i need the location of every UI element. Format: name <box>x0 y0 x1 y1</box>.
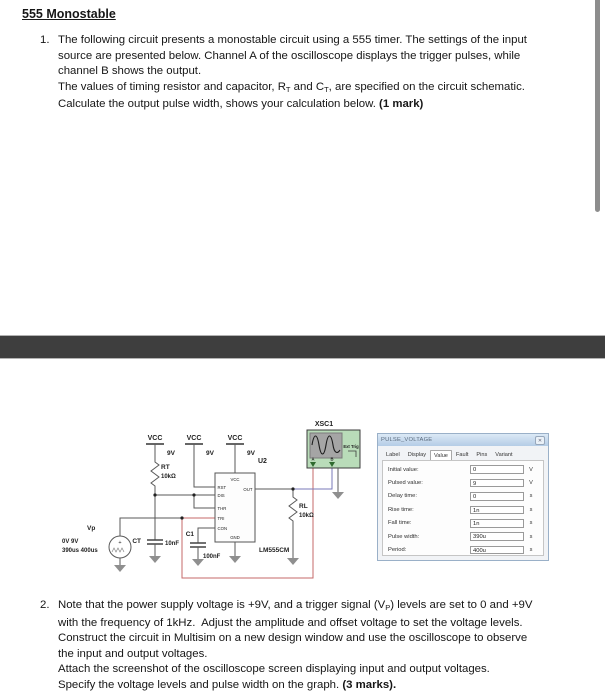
rl-resistor <box>289 489 297 558</box>
vcc-label: VCC <box>186 435 202 442</box>
pulsed-value-input[interactable]: 9 <box>470 479 524 488</box>
vcc-voltage: 9V <box>247 450 255 457</box>
ext-trig-label: Ext Trig <box>343 444 359 449</box>
rt-label: RT <box>161 464 170 471</box>
text-line: Attach the screenshot of the oscilloscope screen displaying input and output voltages. <box>58 663 490 676</box>
pin-tri: TRI <box>217 516 225 521</box>
field-row <box>383 463 543 476</box>
text-line: Specify the voltage levels and pulse width on the graph. (3 marks). <box>58 678 397 691</box>
list-number-2: 2. <box>40 599 50 611</box>
pin-thr: THR <box>217 506 227 511</box>
field-unit: s <box>529 533 533 540</box>
text-line: source are presented below. Channel A of the oscilloscope displays the trigger pulses, while <box>58 49 521 62</box>
tab-label[interactable]: Label <box>386 452 400 458</box>
ground-symbol <box>229 556 241 563</box>
ct-capacitor <box>147 540 163 544</box>
vcc-voltage: 9V <box>167 450 175 457</box>
c1-capacitor <box>190 543 206 547</box>
vcc-symbol-3 <box>226 435 256 457</box>
field-label: Initial value: <box>388 466 419 473</box>
period-input[interactable]: 400u <box>470 546 524 555</box>
field-label: Fall time: <box>388 520 412 527</box>
field-row <box>383 517 543 530</box>
dialog-tabs <box>382 449 544 460</box>
text-line: The following circuit presents a monostable circuit using a 555 timer. The settings of the input <box>58 34 527 46</box>
rise-time-input[interactable]: 1n <box>470 506 524 515</box>
rt-value: 10kΩ <box>161 474 176 480</box>
ground-symbol <box>287 558 299 565</box>
field-unit: V <box>529 480 533 487</box>
wire-thr <box>194 495 215 508</box>
field-label: Pulse width: <box>388 533 420 540</box>
tab-variant[interactable]: Variant <box>495 452 513 458</box>
rl-value: 10kΩ <box>299 513 314 519</box>
scope-terminal-a-label: A <box>311 456 315 462</box>
field-unit: s <box>529 520 533 527</box>
vcc-label: VCC <box>227 435 243 442</box>
ground-symbol <box>114 565 126 572</box>
field-unit: s <box>529 506 533 513</box>
field-row <box>383 476 543 489</box>
pin-rst: RST <box>217 485 227 490</box>
tab-fault[interactable]: Fault <box>455 452 469 458</box>
field-unit: V <box>529 466 533 473</box>
dialog-titlebar[interactable] <box>378 434 548 446</box>
c1-value: 100nF <box>203 554 221 560</box>
page-break-band <box>0 335 605 359</box>
ct-label: CT <box>132 538 141 545</box>
delay-time-input[interactable]: 0 <box>470 492 524 501</box>
text-line: Note that the power supply voltage is +9V, and a trigger signal $(V_P)$ levels are set to 0 and +9V <box>58 599 533 612</box>
c1-label: C1 <box>185 531 194 538</box>
junction-dot <box>291 487 294 490</box>
text-line: Construct the circuit in Multisim on a new design window and use the oscilloscope to observe <box>58 632 528 645</box>
ground-symbol <box>332 492 344 499</box>
text-line: channel B shows the output. <box>58 65 202 78</box>
wire-vp-tri <box>120 518 182 536</box>
vp-levels: 0V 9V <box>62 539 79 545</box>
scope-label: XSC1 <box>314 421 334 428</box>
paragraph-1 <box>58 33 527 113</box>
vp-timing: 390us 400us <box>62 548 98 554</box>
tab-display[interactable]: Display <box>407 452 427 458</box>
text-line: the input and output voltages. <box>58 647 208 660</box>
field-row <box>383 503 543 516</box>
paragraph-2 <box>58 598 532 694</box>
field-unit: s <box>529 493 533 500</box>
ct-value: 10nF <box>165 541 180 547</box>
tab-value[interactable]: Value <box>430 450 452 461</box>
pin-dis: DIS <box>217 493 225 498</box>
vcc-symbol-2 <box>185 435 215 457</box>
pulse-voltage-dialog <box>377 433 549 561</box>
field-row <box>383 543 543 556</box>
rl-label: RL <box>299 503 308 510</box>
field-label: Pulsed value: <box>388 480 423 487</box>
vp-plus: + <box>118 540 122 546</box>
dialog-title: PULSE_VOLTAGE <box>381 437 433 443</box>
scope-terminal-b-label: B <box>330 456 334 462</box>
list-number-1: 1. <box>40 34 50 46</box>
ground-symbol <box>149 556 161 563</box>
wire-con <box>198 528 215 543</box>
page-title: 555 Monostable <box>22 7 116 21</box>
dialog-value-panel <box>382 460 544 556</box>
u2-part: LM555CM <box>259 547 290 554</box>
rt-resistor <box>151 444 159 540</box>
tab-pins[interactable]: Pins <box>476 452 488 458</box>
text-line: with the frequency of 1kHz. Adjust the amplitude and offset voltage to set the voltage levels. <box>58 616 523 629</box>
junction-dot <box>153 493 156 496</box>
close-icon[interactable]: ✕ <box>535 436 545 445</box>
fall-time-input[interactable]: 1n <box>470 519 524 528</box>
junction-dot <box>192 493 195 496</box>
junction-dot <box>180 516 183 519</box>
text-line: The values of timing resistor and capacitor, $R_T$ and $C_T$, are specified on the circuit schematic. <box>58 80 525 94</box>
pin-con: CON <box>217 526 228 531</box>
field-row <box>383 530 543 543</box>
initial-value-input[interactable]: 0 <box>470 465 524 474</box>
u2-ref: U2 <box>258 458 267 465</box>
field-unit: s <box>529 547 533 554</box>
field-row <box>383 490 543 503</box>
text-line: Calculate the output pulse width, shows your calculation below. (1 mark) <box>58 98 424 111</box>
field-label: Period: <box>388 547 407 554</box>
vp-label: Vp <box>87 525 96 532</box>
vcc-label: VCC <box>147 435 163 442</box>
pin-gnd: GND <box>230 535 240 540</box>
pin-vcc: VCC <box>230 477 240 482</box>
pulse-width-input[interactable]: 390u <box>470 532 524 541</box>
field-label: Rise time: <box>388 506 414 513</box>
field-label: Delay time: <box>388 493 417 500</box>
pin-out: OUT <box>243 487 253 492</box>
ground-symbol <box>192 559 204 566</box>
vcc-symbol-1 <box>146 435 176 457</box>
vcc-voltage: 9V <box>206 450 214 457</box>
scrollbar-thumb[interactable] <box>595 0 600 212</box>
